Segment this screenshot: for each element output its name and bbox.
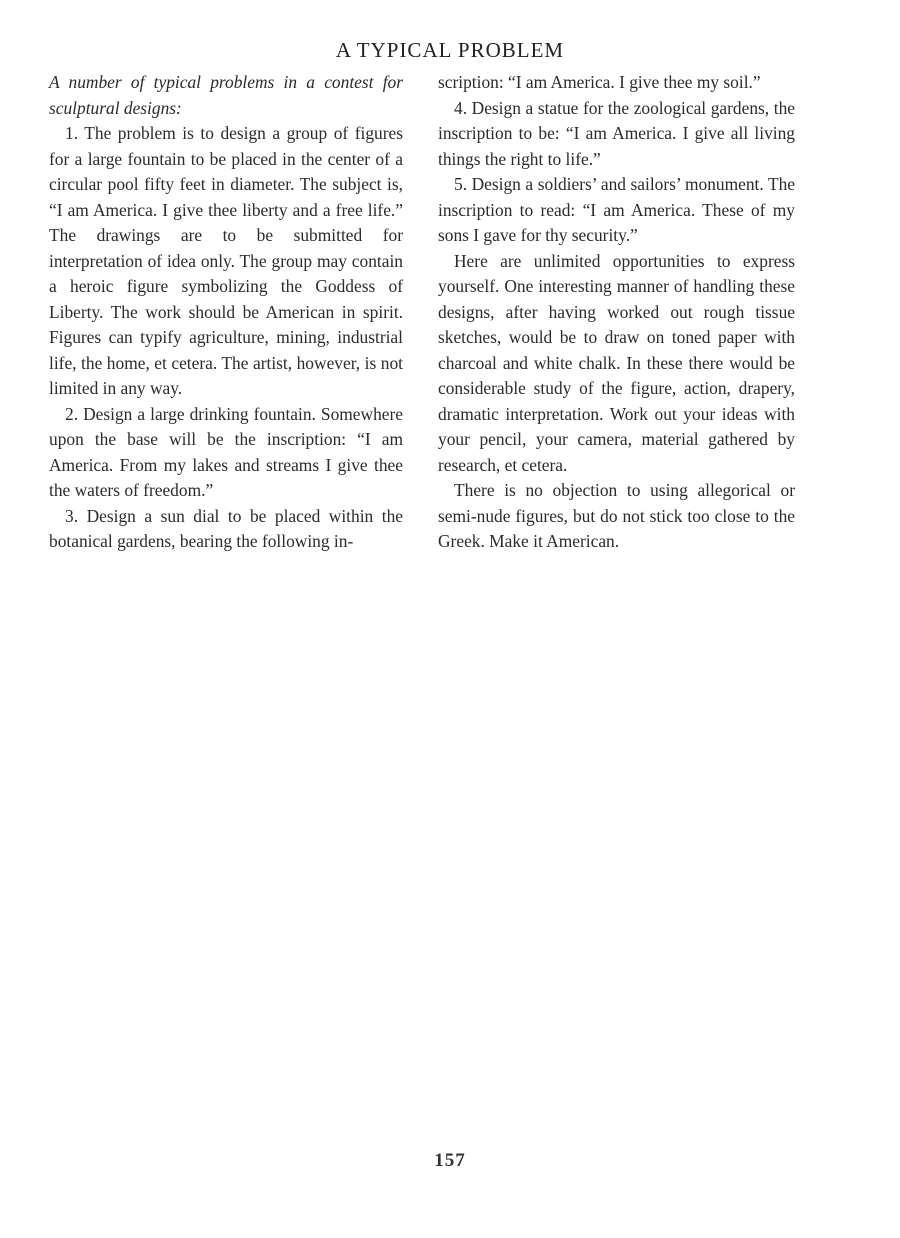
left-column bbox=[49, 70, 403, 555]
closing-paragraph: There is no objection to using allegorical or semi-nude figures, but do not stick too close to the Greek. Make it American. bbox=[438, 480, 795, 551]
intro-paragraph: A number of typical problems in a contest for sculptural designs: bbox=[49, 72, 403, 118]
problem-5-paragraph: 5. Design a soldiers’ and sailors’ monument. The inscription to read: “I am America. These of my sons I gave for thy security.” bbox=[438, 174, 795, 245]
page-number: 157 bbox=[434, 1150, 466, 1171]
problem-4-paragraph: 4. Design a statue for the zoological gardens, the inscription to be: “I am America. I give all living things the right to life.” bbox=[438, 97, 795, 169]
problem-1-paragraph: 1. The problem is to design a group of figures for a large fountain to be placed in the center of a circular pool fifty feet in diameter. The subject is, “I am America. I give thee liberty and a free life.” The drawings are to be submitted for interpretation of idea only. The group may contain a heroic figure symbolizing the Goddess of Liberty. The work should be American in spirit. Figures can typify agriculture, mining, industrial life, the home, et cetera. The artist, however, is not limited in any way. bbox=[49, 123, 403, 398]
problem-2-paragraph: 2. Design a large drinking fountain. Somewhere upon the base will be the inscription: “I am America. From my lakes and streams I give thee the waters of freedom.” bbox=[49, 403, 403, 500]
problem-3-paragraph: 3. Design a sun dial to be placed within the botanical gardens, bearing the following in- bbox=[49, 505, 403, 551]
right-column bbox=[438, 70, 795, 555]
opportunities-paragraph: Here are unlimited opportunities to express yourself. One interesting manner of handling these designs, after having worked out rough tissue sketches, would be to draw on toned paper with charcoal and white chalk. In these there would be considerable study of the figure, action, drapery, dramatic interpretation. Work out your ideas with your pencil, your camera, material gathered by research, et cetera. bbox=[438, 250, 795, 475]
problem-3-continuation: scription: “I am America. I give thee my soil.” bbox=[438, 72, 761, 92]
running-head: A TYPICAL PROBLEM bbox=[335, 38, 565, 62]
